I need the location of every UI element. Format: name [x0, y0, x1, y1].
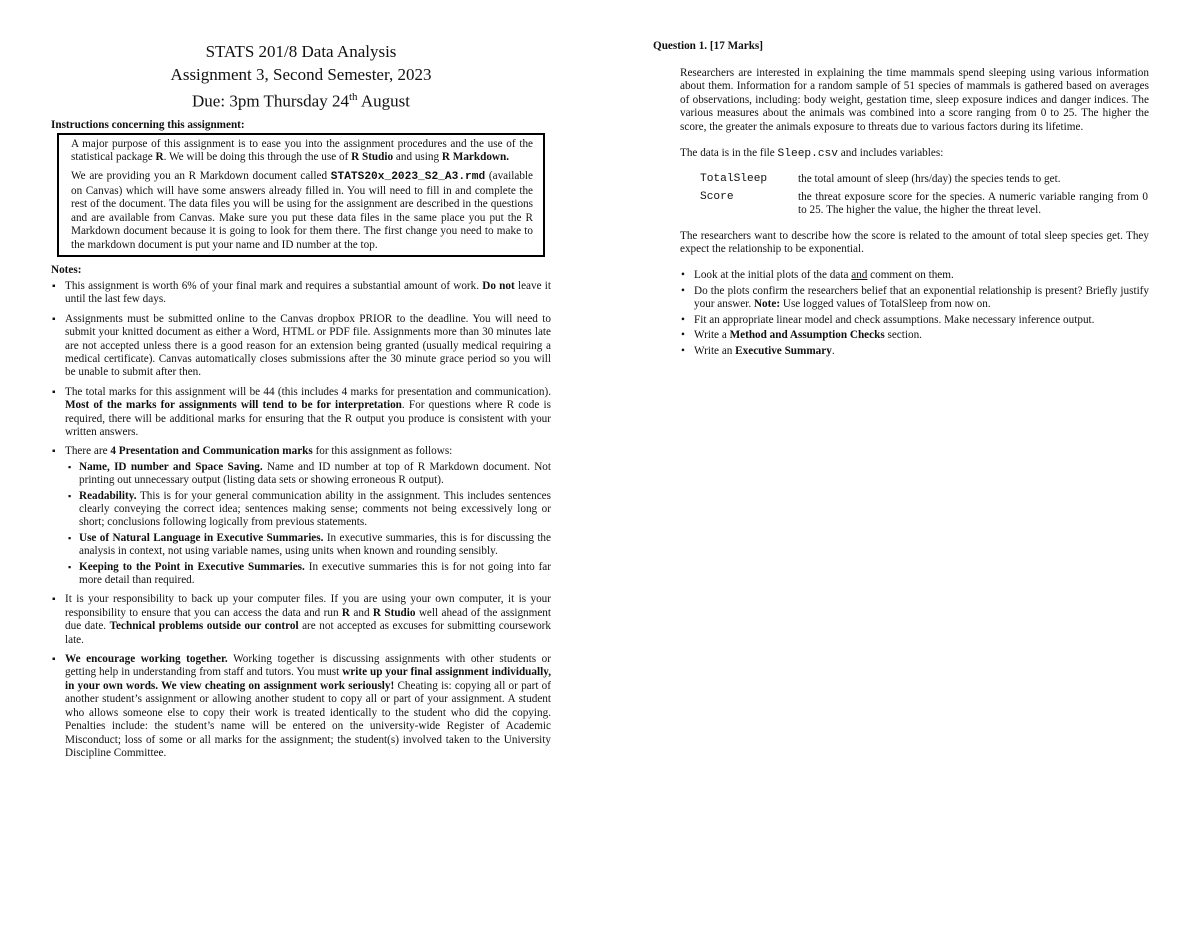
task-initial-plots: • Look at the initial plots of the data and comment on them. — [680, 269, 1149, 282]
question-body — [680, 67, 1149, 358]
notes-heading: Notes: — [51, 263, 82, 276]
rmd-filename: STATS20x_2023_S2_A3.rmd — [330, 171, 486, 184]
data-file-sentence: The data is in the file Sleep.csv and includes variables: — [680, 147, 944, 161]
variable-description: the threat exposure score for the species. A numeric variable ranging from 0 to 25. The higher the value, the higher the threat level. — [798, 190, 1148, 217]
variable-name: TotalSleep — [700, 173, 768, 186]
note-backup: ▪ It is your responsibility to back up your computer files. If you are using your own computer, it is your responsibility to ensure that you can access the data and run R and R Studio well ahead of the assignment due date. Technical problems outside our control are not accepted as excuses for submitting coursework late. — [51, 593, 551, 647]
instructions-heading: Instructions concerning this assignment: — [51, 118, 245, 131]
note-weight: ▪ This assignment is worth 6% of your final mark and requires a substantial amount of work. Do not leave it until the last few days. — [51, 280, 551, 307]
data-filename: Sleep.csv — [777, 148, 838, 161]
task-confirm-exponential: • Do the plots confirm the researchers belief that an exponential relationship is present? Briefly justify your answer. Note: Use logged values of TotalSleep from now on. — [680, 285, 1149, 312]
presentation-marks-list — [65, 461, 551, 588]
task-fit-model: • Fit an appropriate linear model and check assumptions. Make necessary inference output. — [680, 314, 1149, 327]
task-method-section: • Write a Method and Assumption Checks section. — [680, 329, 1149, 342]
document-title — [51, 40, 551, 113]
instructions-paragraph-2: We are providing you an R Markdown document called STATS20x_2023_S2_A3.rmd (available on Canvas) which will have some answers already filled in. You will need to fill in and complete the rest of the document. The data files you will be using for the assignment are described in the questions and are available from Canvas. Make sure you put these data files in the same place you put the R Markdown document because it is going to look for them there. The first change you need to make to the markdown document is put your name and ID number at the top. — [71, 170, 533, 251]
variables-table — [700, 173, 1148, 221]
instructions-paragraph-1: A major purpose of this assignment is to ease you into the assignment procedures and the use of the statistical package R. We will be doing this through the use of R Studio and using R Markdown. — [71, 137, 533, 164]
note-submission: ▪ Assignments must be submitted online to the Canvas dropbox PRIOR to the deadline. You will need to submit your knitted document as either a Word, HTML or PDF file. Assignments more than 30 minutes late are not accepted unless there is a good reason for an extension being granted (usually medical requiring a medical certificate). Canvas automatically closes submissions after the 30 minute grace period so you will be unable to submit after then. — [51, 313, 551, 380]
assignment-title: Assignment 3, Second Semester, 2023 — [170, 65, 432, 84]
variable-description: the total amount of sleep (hrs/day) the species tends to get. — [798, 173, 1061, 186]
due-date: Due: 3pm Thursday 24th August — [192, 91, 410, 111]
note-total-marks: ▪ The total marks for this assignment will be 44 (this includes 4 marks for presentation and communication). Most of the marks for assignments will tend to be for interpretation. For questions where R code is required, there will be additional marks for ensuring that the R output you produce is consistent with your written answers. — [51, 386, 551, 440]
note-presentation-marks: ▪ There are 4 Presentation and Communication marks for this assignment as follows: ▪ Name, ID number and Space Saving. Name and ID number at top of R Markdown document. Not printing out unnecessary output (listing data sets or showing erroneous R output). ▪ Readability. This is for your general communication ability in the assignment. This includes sentences clearly conveying the correct idea; sentences making sense; comments not being excessively long or short; conclusions following logically from previous statements. ▪ Use of Natural Language in Executive Summaries. In executive summaries, this is for discussing the analysis in context, not using variable names, using units when known and rounding sensibly. ▪ Keeping to the Point in Executive Summaries. In executive summaries this is for not going into far more detail than required. — [51, 445, 551, 587]
research-goal: The researchers want to describe how the score is related to the amount of total sleep species get. They expect the relationship to be exponential. — [680, 229, 1149, 256]
instructions-box — [57, 133, 545, 257]
course-title: STATS 201/8 Data Analysis — [205, 42, 397, 61]
sub-note-keeping-to-point: ▪ Keeping to the Point in Executive Summaries. In executive summaries this is for not going into far more detail than required. — [65, 561, 551, 588]
question-heading: Question 1. [17 Marks] — [653, 40, 764, 52]
sub-note-space-saving: ▪ Name, ID number and Space Saving. Name and ID number at top of R Markdown document. Not printing out unnecessary output (listing data sets or showing erroneous R output). — [65, 461, 551, 488]
question-intro: Researchers are interested in explaining the time mammals spend sleeping using various information about them. Information for a random sample of 51 species of mammals is gathered based on averages of observations, including: body weight, gestation time, sleep exposure indices and danger indices. The various measures about the animals was combined into a score ranging from 0 to 25. The higher the score, the greater the animals exposure to threats due to various factors during its lifetime. — [680, 67, 1149, 133]
variable-row — [700, 173, 1148, 190]
sub-note-readability: ▪ Readability. This is for your general communication ability in the assignment. This includes sentences clearly conveying the correct idea; sentences making sense; comments not being excessively long or short; conclusions following logically from previous statements. — [65, 490, 551, 530]
left-page — [51, 40, 551, 766]
task-executive-summary: • Write an Executive Summary. — [680, 345, 1149, 358]
variable-name: Score — [700, 190, 734, 203]
variable-row — [700, 191, 1148, 222]
task-list — [680, 269, 1149, 357]
right-page — [653, 40, 1149, 360]
notes-list — [51, 280, 551, 760]
note-cheating: ▪ We encourage working together. Working together is discussing assignments with other students or getting help in understanding from staff and tutors. You must write up your final assignment individually, in your own words. We view cheating on assignment work seriously! Cheating is: copying all or part of another student’s assignment or allowing another student to copy all or part of your assignment. A student who allows someone else to copy their work is treated identically to the student who did the copying. Penalties include: the student’s name will be entered on the university-wide Register of Academic Misconduct; loss of some or all marks for the assignment; the student(s) involved taken to the University Discipline Committee. — [51, 653, 551, 760]
sub-note-natural-language: ▪ Use of Natural Language in Executive Summaries. In executive summaries, this is for discussing the analysis in context, not using variable names, using units when known and rounding sensibly. — [65, 532, 551, 559]
